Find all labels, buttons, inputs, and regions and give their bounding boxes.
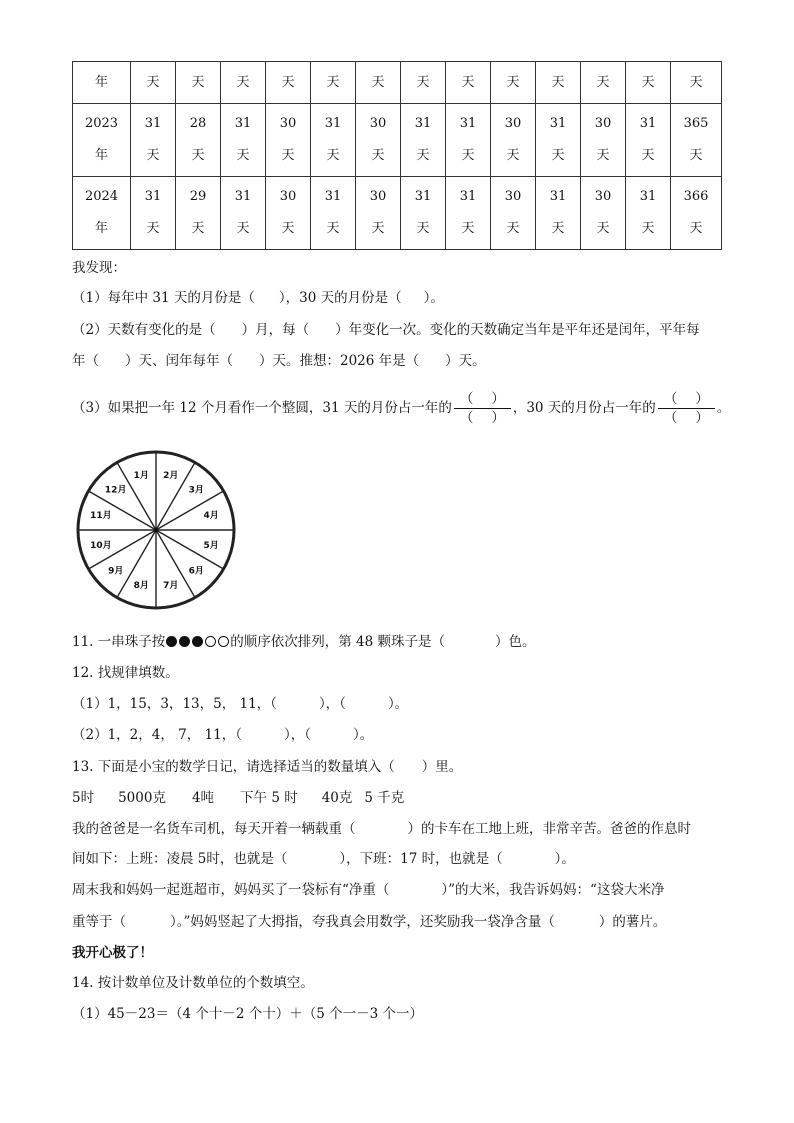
header-day-cell: 天	[446, 62, 491, 104]
month-label: 1月	[133, 470, 149, 481]
problem-13-line-4: 重等于（ ）。”妈妈竖起了大拇指，夸我真会用数学，还奖励我一袋净含量（ ）的薯片。	[72, 914, 667, 930]
table-row-2024	[73, 177, 722, 250]
month-wheel	[74, 448, 240, 614]
month-label: 4月	[203, 511, 219, 522]
header-day-cell: 天	[221, 62, 266, 104]
table-row-2023	[73, 104, 722, 177]
problem-13-line-2: 间如下：上班：凌晨 5时，也就是（ ），下班：17 时，也就是（ ）。	[72, 851, 575, 867]
header-day-cell: 天	[176, 62, 221, 104]
day-count-cell: 30 天	[491, 104, 536, 177]
problem-12-title: 12. 找规律填数。	[72, 665, 179, 681]
problem-14-title: 14. 按计数单位及计数单位的个数填空。	[72, 975, 314, 991]
day-count-cell: 30 天	[266, 177, 311, 250]
problem-13-options: 5时 5000克 4吨 下午 5 时 40克 5 千克	[72, 790, 405, 806]
day-count-cell: 30 天	[491, 177, 536, 250]
table-header-row	[73, 62, 722, 104]
question-1: （1）每年中 31 天的月份是（ ），30 天的月份是（ ）。	[72, 290, 444, 306]
year-cell: 2024 年	[73, 177, 131, 250]
bead-pattern	[165, 634, 230, 650]
day-count-cell: 31 天	[311, 104, 356, 177]
problem-12-seq-1: （1）1，15，3，13，5， 11，（ ），（ ）。	[72, 696, 409, 712]
day-count-cell: 31 天	[311, 177, 356, 250]
day-count-cell: 29 天	[176, 177, 221, 250]
day-count-cell: 31 天	[626, 177, 671, 250]
day-count-cell: 30 天	[356, 104, 401, 177]
problem-13-title: 13. 下面是小宝的数学日记，请选择适当的数量填入（ ）里。	[72, 759, 463, 775]
day-count-cell: 31 天	[536, 104, 581, 177]
days-table	[72, 61, 722, 250]
fraction-blank-30: $\frac{( )}{( )}$	[658, 390, 715, 427]
header-day-cell: 天	[356, 62, 401, 104]
day-count-cell: 28 天	[176, 104, 221, 177]
day-count-cell: 31 天	[446, 104, 491, 177]
day-count-cell: 30 天	[581, 104, 626, 177]
header-day-cell: 天	[626, 62, 671, 104]
day-count-cell: 31 天	[401, 177, 446, 250]
day-count-cell: 365 天	[671, 104, 722, 177]
month-label: 12月	[104, 485, 127, 496]
month-label: 9月	[108, 566, 124, 577]
day-count-cell: 30 天	[356, 177, 401, 250]
problem-12-seq-2: （2）1，2，4， 7， 11，（ ），（ ）。	[72, 727, 374, 743]
month-label: 2月	[163, 470, 179, 481]
question-3: （3）如果把一年 12 个月看作一个整圆，31 天的月份占一年的 $\frac{( )}{( )}$ ，30 天的月份占一年的 $\frac{( )}{( )}$ 。	[72, 391, 731, 426]
problem-13-line-5: 我开心极了！	[72, 945, 153, 961]
problem-14-line-1: （1）45－23＝（4 个十－2 个十）＋（5 个一－3 个一）	[72, 1006, 423, 1022]
day-count-cell: 31 天	[446, 177, 491, 250]
month-label: 7月	[163, 581, 179, 592]
problem-11: 11. 一串珠子按 的顺序依次排列，第 48 颗珠子是（ ）色。	[72, 634, 536, 650]
header-day-cell: 天	[311, 62, 356, 104]
day-count-cell: 366 天	[671, 177, 722, 250]
day-count-cell: 31 天	[221, 104, 266, 177]
header-day-cell: 天	[266, 62, 311, 104]
day-count-cell: 31 天	[536, 177, 581, 250]
header-day-cell: 天	[581, 62, 626, 104]
month-label: 11月	[90, 511, 112, 522]
month-label: 3月	[188, 485, 204, 496]
month-label: 5月	[203, 540, 219, 551]
day-count-cell: 31 天	[401, 104, 446, 177]
header-day-cell: 天	[401, 62, 446, 104]
header-year-cell: 年	[73, 62, 131, 104]
day-count-cell: 31 天	[131, 177, 176, 250]
day-count-cell: 31 天	[626, 104, 671, 177]
question-2-line-1: （2）天数有变化的是（ ）月，每（ ）年变化一次。变化的天数确定当年是平年还是闰年，平年每	[72, 322, 700, 338]
header-day-cell: 天	[491, 62, 536, 104]
month-label: 10月	[90, 540, 112, 551]
header-day-cell: 天	[536, 62, 581, 104]
header-day-cell: 天	[131, 62, 176, 104]
header-day-cell: 天	[671, 62, 722, 104]
discover-label: 我发现：	[72, 260, 126, 276]
month-label: 6月	[188, 566, 204, 577]
problem-13-line-1: 我的爸爸是一名货车司机，每天开着一辆载重（ ）的卡车在工地上班，非常辛苦。爸爸的作息时	[72, 821, 691, 837]
day-count-cell: 30 天	[581, 177, 626, 250]
day-count-cell: 30 天	[266, 104, 311, 177]
problem-13-line-3: 周末我和妈妈一起逛超市，妈妈买了一袋标有“净重（ ）”的大米，我告诉妈妈：“这袋大米净	[72, 882, 665, 898]
question-2-line-2: 年（ ）天、闰年每年（ ）天。推想：2026 年是（ ）天。	[72, 353, 486, 369]
fraction-blank-31: $\frac{( )}{( )}$	[454, 390, 511, 427]
month-label: 8月	[133, 581, 149, 592]
day-count-cell: 31 天	[221, 177, 266, 250]
day-count-cell: 31 天	[131, 104, 176, 177]
year-cell: 2023 年	[73, 104, 131, 177]
